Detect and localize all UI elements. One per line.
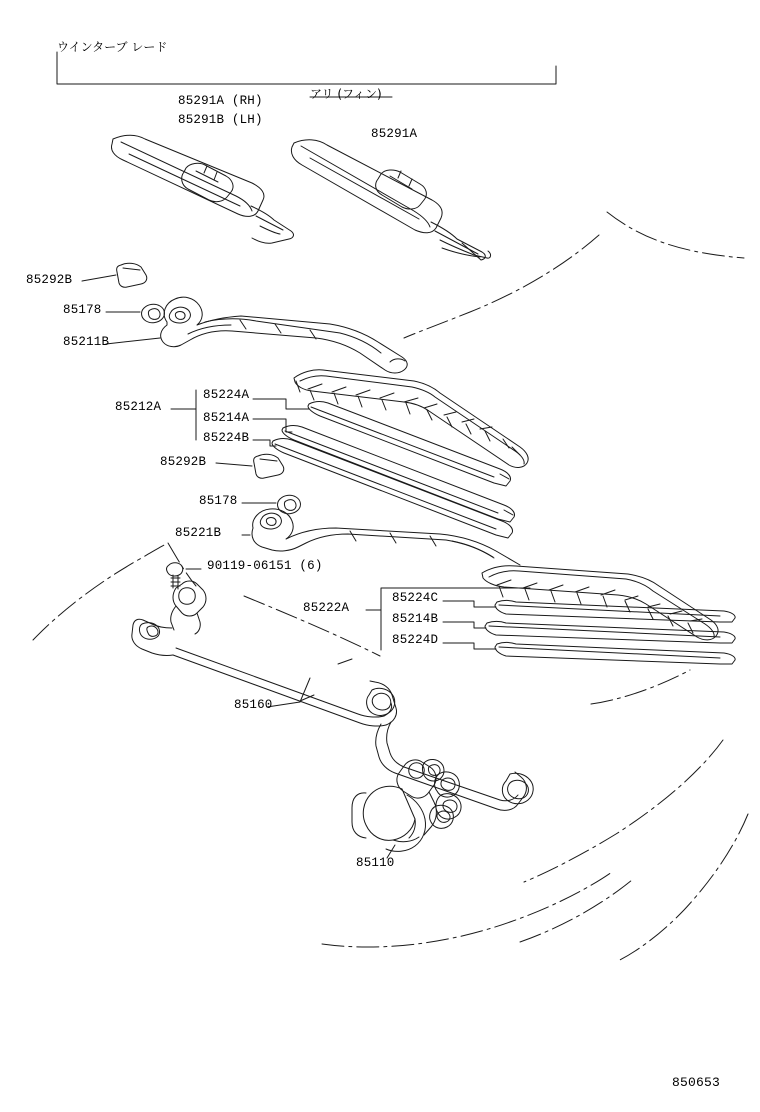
part-cap-85292b-upper — [117, 263, 147, 287]
part-rubber-85224b — [272, 439, 513, 538]
label-blade-85222a: 85222A — [303, 601, 350, 615]
body-outline-curves — [33, 212, 748, 962]
label-arm-85221b: 85221B — [175, 526, 222, 540]
label-group-winter-blade: ウインターブ レード — [57, 40, 168, 54]
leader-85211b — [106, 338, 160, 344]
part-wiper-linkage-85160 — [132, 581, 533, 810]
label-rubber-85224a: 85224A — [203, 388, 250, 402]
label-rubber-85224c: 85224C — [392, 591, 439, 605]
label-rubber-85224d: 85224D — [392, 633, 439, 647]
part-wiper-arm-85211b — [161, 297, 408, 373]
label-rubber-85214a: 85214A — [203, 411, 250, 425]
label-rubber-85214b: 85214B — [392, 612, 439, 626]
label-blade-fin-85291a: 85291A — [371, 127, 418, 141]
part-fin-blade-85291a — [291, 140, 490, 260]
part-rubber-85224a — [308, 402, 511, 486]
label-arm-85211b: 85211B — [63, 335, 110, 349]
part-wiper-motor-85110 — [352, 759, 461, 851]
label-figure-number: 850653 — [672, 1075, 721, 1090]
label-nut-85178-lower: 85178 — [199, 494, 238, 508]
label-group-ari-fin: アリ (フィン) — [310, 87, 382, 101]
leader-85214b — [443, 622, 486, 628]
label-linkage-85160: 85160 — [234, 698, 273, 712]
label-motor-85110: 85110 — [356, 856, 395, 870]
label-rubber-85224b: 85224B — [203, 431, 250, 445]
part-cap-85292b-lower — [254, 454, 284, 478]
label-blade-85212a: 85212A — [115, 400, 162, 414]
label-nut-85178-upper: 85178 — [63, 303, 102, 317]
leader-85224a — [253, 399, 309, 409]
label-blade-85291b-lh: 85291B (LH) — [178, 113, 263, 127]
label-cap-85292b-lower: 85292B — [160, 455, 207, 469]
part-blade-85222a — [482, 566, 718, 640]
label-blade-85291a-rh: 85291A (RH) — [178, 94, 263, 108]
part-rubber-85224d — [495, 643, 735, 665]
part-rubber-85224c — [495, 601, 735, 623]
label-cap-85292b-upper: 85292B — [26, 273, 73, 287]
part-winter-blade-85291 — [111, 135, 293, 243]
leader-85224d — [443, 643, 496, 649]
label-bolt-90119-06151: 90119-06151 (6) — [207, 559, 323, 573]
leader-85224c — [443, 601, 496, 607]
leader-85214a — [253, 419, 292, 432]
leader-85292b-upper — [82, 275, 116, 281]
part-rubber-85214b — [485, 622, 735, 644]
part-wiper-arm-85221b — [252, 509, 520, 565]
part-nut-85178-lower — [278, 495, 301, 513]
group-bracket-winter-blade — [57, 52, 556, 84]
leader-85292b-lower — [216, 463, 252, 466]
part-nut-85178-upper — [142, 304, 165, 322]
part-blade-85212a — [294, 370, 528, 468]
